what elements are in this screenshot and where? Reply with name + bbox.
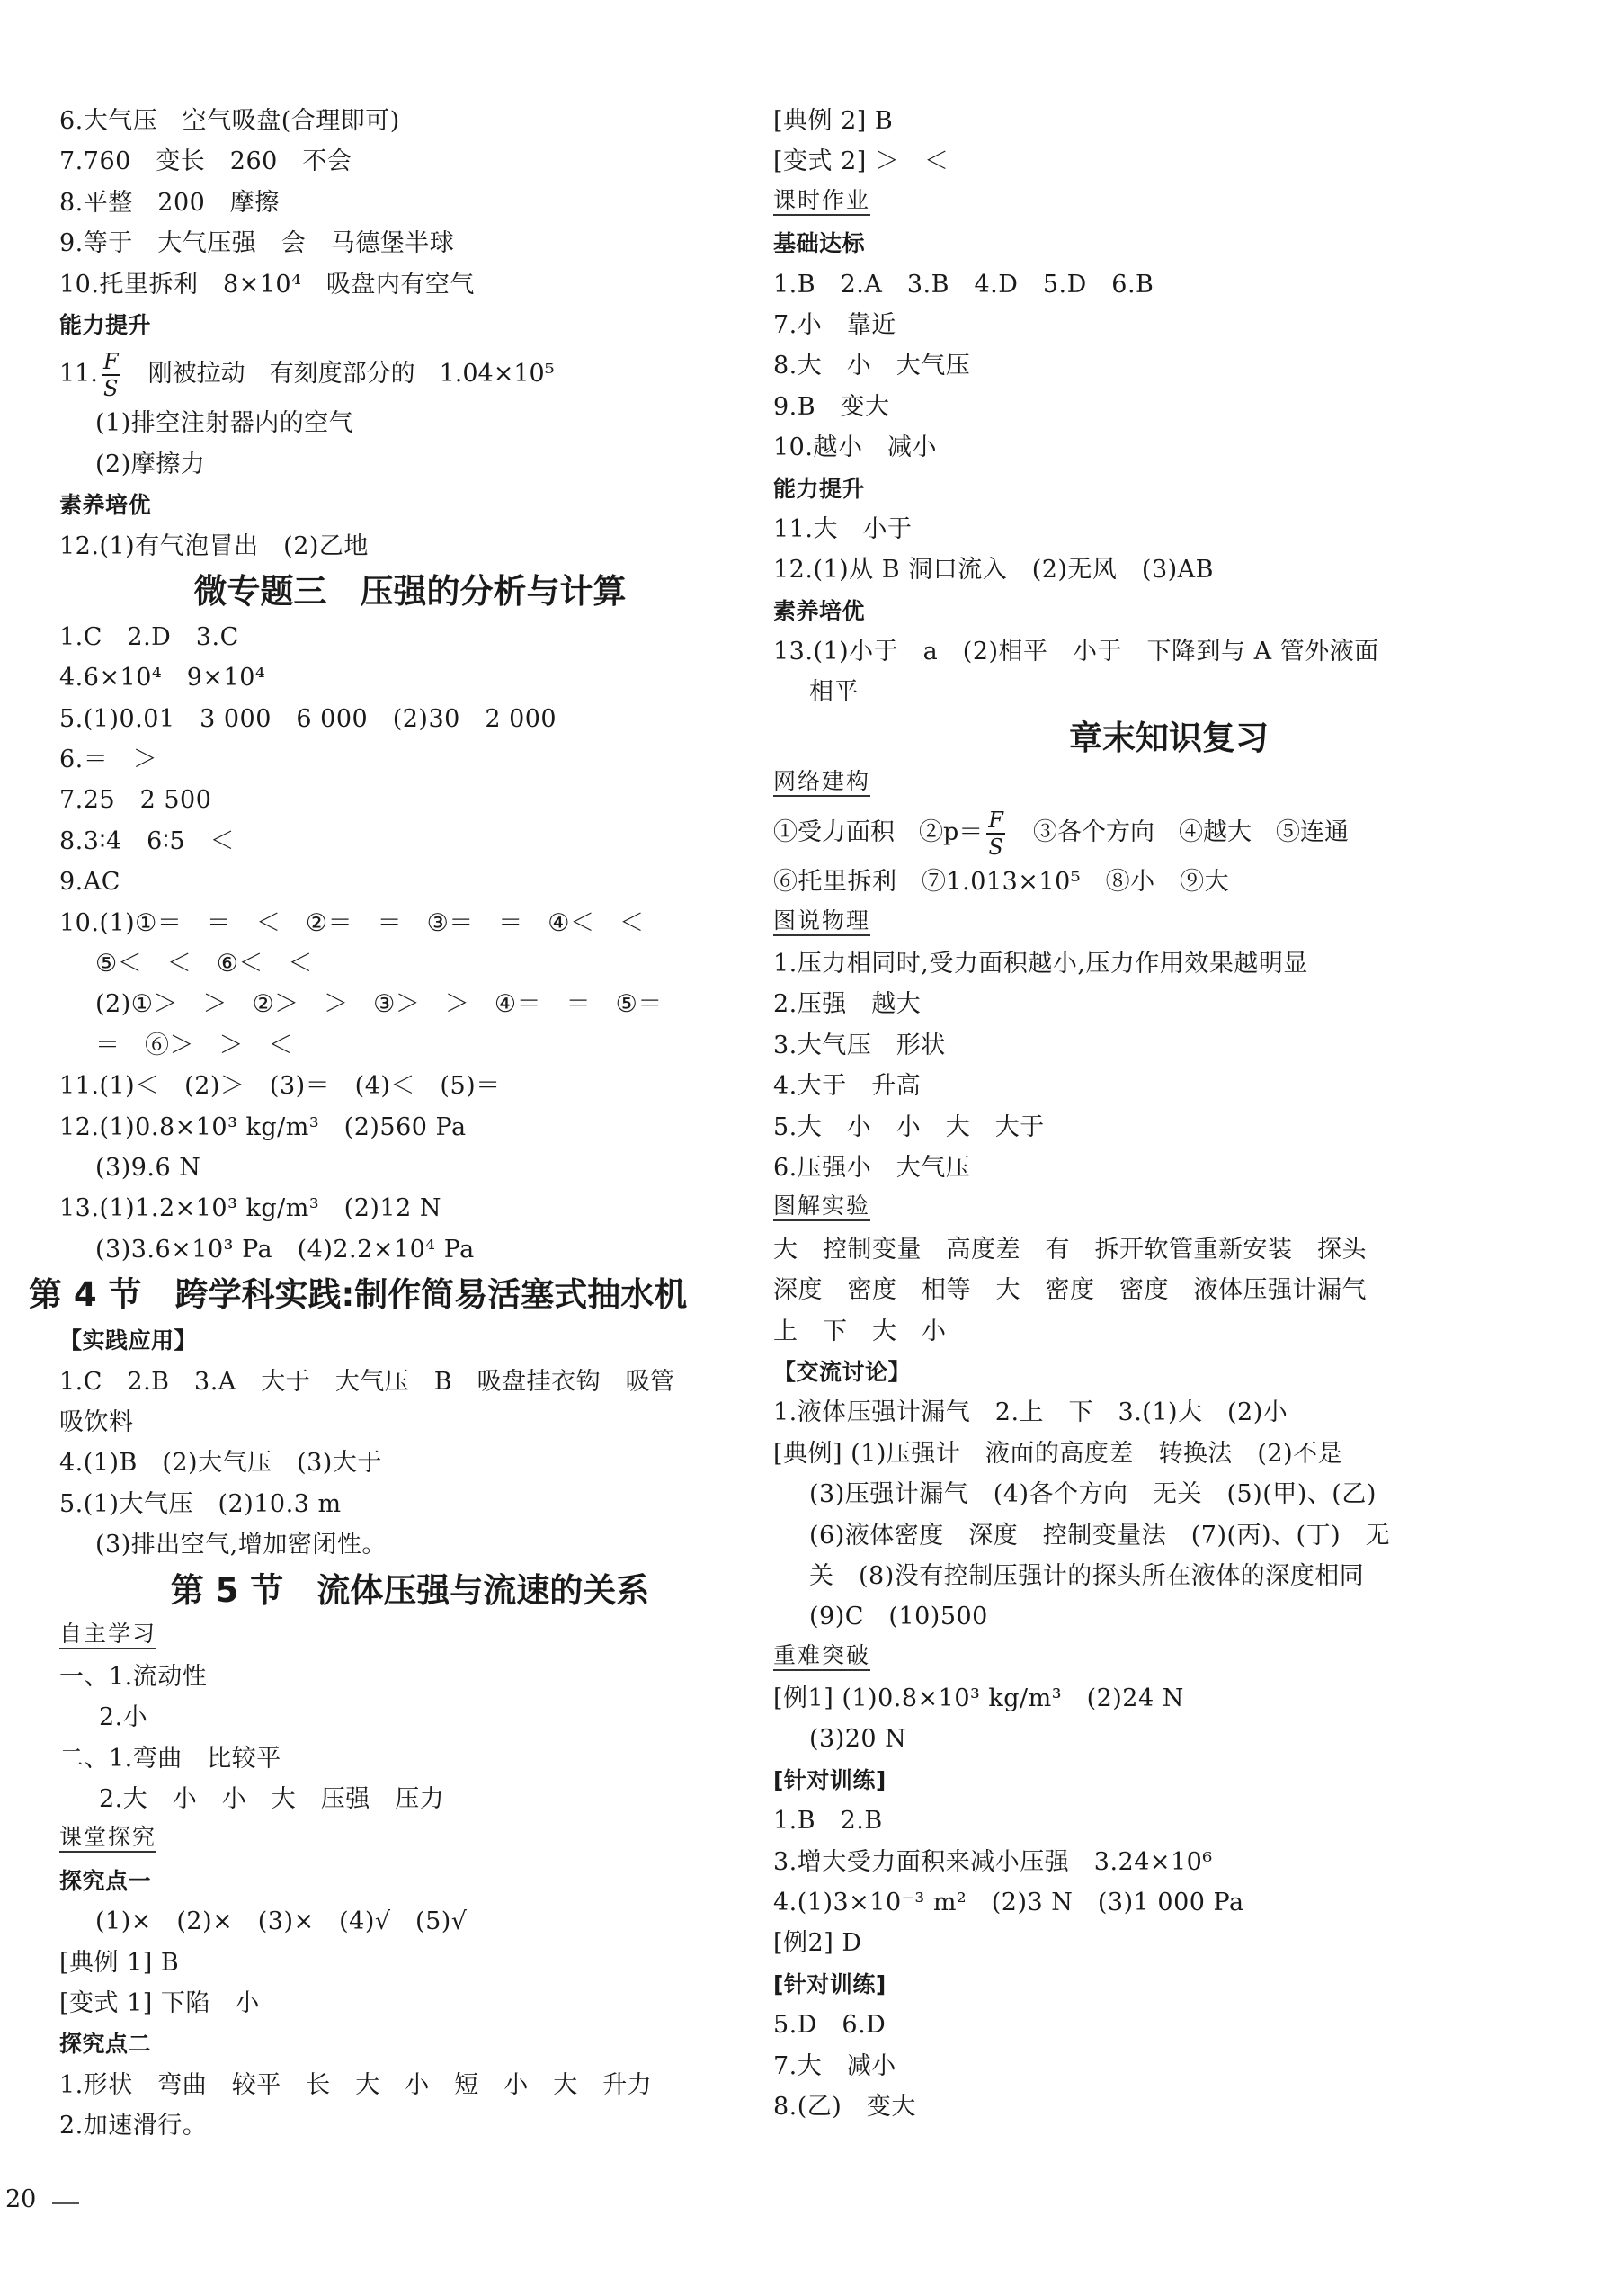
answer-line: 深度 密度 相等 大 密度 密度 液体压强计漏气 [773, 1276, 1367, 1305]
answer-line: 2.小 [99, 1703, 148, 1732]
fraction-prefix: ①受力面积 ②p＝ [773, 818, 984, 847]
section-label: 素养培优 [773, 597, 866, 624]
right-column [773, 101, 1564, 2127]
answer-line: 5.D 6.D [773, 2011, 887, 2040]
answer-line: ⑥托里拆利 ⑦1.013×10⁵ ⑧小 ⑨大 [773, 868, 1230, 897]
answer-line-with-fraction [773, 804, 1564, 862]
answer-line: 10.托里拆利 8×10⁴ 吸盘内有空气 [59, 270, 475, 299]
answer-line: 上 下 大 小 [773, 1317, 947, 1345]
answer-line: 4.(1)B (2)大气压 (3)大于 [59, 1449, 382, 1478]
answer-line: ＝ ⑥＞ ＞ ＜ [95, 1031, 293, 1059]
answer-line: (3)20 N [809, 1725, 907, 1754]
answer-line: (1)排空注射器内的空气 [95, 409, 354, 438]
answer-line: 11.大 小于 [773, 514, 913, 543]
fraction [986, 809, 1005, 858]
answer-line: 二、1.弯曲 比较平 [59, 1744, 281, 1773]
fraction-denominator: S [988, 834, 1003, 860]
answer-line: 相平 [809, 678, 859, 707]
answer-line: (1)× (2)× (3)× (4)√ (5)√ [95, 1907, 468, 1936]
subsection-heading [59, 1819, 761, 1860]
answer-line: 8.大 小 大气压 [773, 352, 971, 380]
fraction-denominator: S [103, 375, 119, 401]
answer-line: 吸饮料 [59, 1407, 134, 1436]
answer-line: 5.(1)大气压 (2)10.3 m [59, 1489, 342, 1518]
answer-line: 10.(1)①＝ ＝ ＜ ②＝ ＝ ③＝ ＝ ④＜ ＜ [59, 908, 645, 937]
subsection-heading [773, 1638, 1564, 1678]
subsection-label: 网络建构 [773, 768, 870, 797]
fraction-prefix: 11. [59, 360, 98, 389]
answer-line: [典例 2] B [773, 107, 894, 135]
subsection-label: 课堂探究 [59, 1824, 156, 1853]
answer-line: 1.液体压强计漏气 2.上 下 3.(1)大 (2)小 [773, 1398, 1288, 1427]
answer-line: 9.AC [59, 868, 120, 897]
answer-line: 8.平整 200 摩擦 [59, 188, 280, 217]
answer-line: [变式 2] ＞ ＜ [773, 147, 949, 176]
fraction-suffix: 刚被拉动 有刻度部分的 1.04×10⁵ [123, 360, 555, 389]
fraction [102, 348, 120, 401]
subsection-heading [59, 1616, 761, 1657]
answer-line: [例2] D [773, 1929, 862, 1958]
section-label: [针对训练] [773, 1970, 887, 1997]
answer-line: 1.形状 弯曲 较平 长 大 小 短 小 大 升力 [59, 2070, 653, 2099]
answer-line: 1.C 2.B 3.A 大于 大气压 B 吸盘挂衣钩 吸管 [59, 1367, 675, 1396]
answer-line: [典例] (1)压强计 液面的高度差 转换法 (2)不是 [773, 1439, 1343, 1468]
answer-line: [变式 1] 下陷 小 [59, 1989, 260, 2018]
answer-line: 10.越小 减小 [773, 433, 937, 462]
subsection-label: 图解实验 [773, 1193, 870, 1221]
subsection-heading [773, 183, 1564, 223]
subsection-label: 重难突破 [773, 1642, 870, 1671]
answer-line: 3.大气压 形状 [773, 1031, 946, 1059]
page-number: 20 [5, 2185, 37, 2213]
answer-line: (3)压强计漏气 (4)各个方向 无关 (5)(甲)、(乙) [809, 1480, 1377, 1509]
answer-line: 8.3∶4 6∶5 ＜ [59, 826, 236, 855]
section-label: 探究点二 [59, 2031, 152, 2058]
answer-line: (3)9.6 N [95, 1153, 201, 1182]
answer-line: 1.C 2.D 3.C [59, 622, 239, 651]
section-title: 第 4 节 跨学科实践:制作简易活塞式抽水机 [29, 1275, 688, 1315]
section-label: 【交流讨论】 [773, 1358, 912, 1385]
answer-line: [例1] (1)0.8×10³ kg/m³ (2)24 N [773, 1684, 1184, 1713]
answer-line: 2.加速滑行。 [59, 2112, 208, 2140]
answer-line: (6)液体密度 深度 控制变量法 (7)(丙)、(丁) 无 [809, 1521, 1391, 1550]
answer-line: (9)C (10)500 [809, 1603, 988, 1631]
section-label: 素养培优 [59, 492, 152, 519]
answer-line: 12.(1)从 B 洞口流入 (2)无风 (3)AB [773, 556, 1215, 585]
answer-line: 4.(1)3×10⁻³ m² (2)3 N (3)1 000 Pa [773, 1889, 1244, 1917]
section-title: 微专题三 压强的分析与计算 [193, 571, 627, 611]
answer-line: 7.小 靠近 [773, 310, 896, 339]
subsection-heading [773, 1188, 1564, 1228]
answer-line: 关 (8)没有控制压强计的探头所在液体的深度相同 [809, 1561, 1365, 1590]
answer-line: 7.大 减小 [773, 2051, 896, 2080]
left-column [29, 101, 761, 2147]
section-label: [针对训练] [773, 1766, 887, 1793]
fraction-numerator: F [988, 807, 1003, 833]
answer-line: 2.大 小 小 大 压强 压力 [99, 1785, 445, 1814]
page-number-dash [52, 2202, 79, 2204]
subsection-label: 图说物理 [773, 907, 870, 936]
answer-line: 12.(1)0.8×10³ kg/m³ (2)560 Pa [59, 1112, 467, 1141]
section-label: 【实践应用】 [59, 1327, 198, 1354]
subsection-label: 课时作业 [773, 187, 870, 216]
fraction-suffix: ③各个方向 ④越大 ⑤连通 [1008, 818, 1349, 847]
answer-line: 1.压力相同时,受力面积越小,压力作用效果越明显 [773, 950, 1308, 978]
answer-line: 8.(乙) 变大 [773, 2092, 916, 2121]
answer-line: [典例 1] B [59, 1948, 180, 1977]
answer-line: 7.760 变长 260 不会 [59, 147, 352, 176]
section-label: 探究点一 [59, 1867, 152, 1894]
subsection-heading [773, 764, 1564, 804]
answer-line: 13.(1)小于 a (2)相平 小于 下降到与 A 管外液面 [773, 638, 1379, 666]
section-title: 第 5 节 流体压强与流速的关系 [170, 1570, 650, 1610]
answer-line-with-fraction [59, 345, 761, 403]
answer-line: 12.(1)有气泡冒出 (2)乙地 [59, 532, 369, 560]
fraction-numerator: F [102, 348, 119, 374]
answer-line: (2)①＞ ＞ ②＞ ＞ ③＞ ＞ ④＝ ＝ ⑤＝ [95, 990, 663, 1019]
answer-line: 13.(1)1.2×10³ kg/m³ (2)12 N [59, 1194, 441, 1223]
answer-line: (3)排出空气,增加密闭性。 [95, 1531, 387, 1559]
answer-line: 1.B 2.B [773, 1807, 883, 1836]
answer-line: 5.大 小 小 大 大于 [773, 1112, 1045, 1141]
answer-line: 1.B 2.A 3.B 4.D 5.D 6.B [773, 270, 1154, 299]
answer-line: 一、1.流动性 [59, 1662, 208, 1691]
answer-line: 6.大气压 空气吸盘(合理即可) [59, 107, 400, 135]
answer-line: 2.压强 越大 [773, 990, 922, 1019]
answer-line: (3)3.6×10³ Pa (4)2.2×10⁴ Pa [95, 1235, 475, 1264]
answer-line: (2)摩擦力 [95, 450, 206, 478]
section-label: 能力提升 [773, 475, 866, 502]
answer-line: ⑤＜ ＜ ⑥＜ ＜ [95, 950, 313, 978]
answer-line: 6.压强小 大气压 [773, 1153, 971, 1182]
answer-line: 4.大于 升高 [773, 1072, 922, 1101]
section-title: 章末知识复习 [1069, 718, 1269, 757]
section-label: 基础达标 [773, 230, 866, 257]
section-label: 能力提升 [59, 311, 152, 338]
answer-line: 3.增大受力面积来减小压强 3.24×10⁶ [773, 1847, 1213, 1876]
answer-line: 11.(1)＜ (2)＞ (3)＝ (4)＜ (5)＝ [59, 1072, 501, 1101]
answer-line: 9.等于 大气压强 会 马德堡半球 [59, 229, 455, 258]
answer-line: 6.＝ ＞ [59, 746, 158, 774]
subsection-heading [773, 903, 1564, 943]
answer-line: 5.(1)0.01 3 000 6 000 (2)30 2 000 [59, 704, 557, 733]
subsection-label: 自主学习 [59, 1621, 156, 1649]
answer-line: 4.6×10⁴ 9×10⁴ [59, 664, 266, 692]
answer-line: 大 控制变量 高度差 有 拆开软管重新安装 探头 [773, 1235, 1367, 1264]
answer-line: 9.B 变大 [773, 392, 890, 421]
answer-line: 7.25 2 500 [59, 786, 212, 815]
